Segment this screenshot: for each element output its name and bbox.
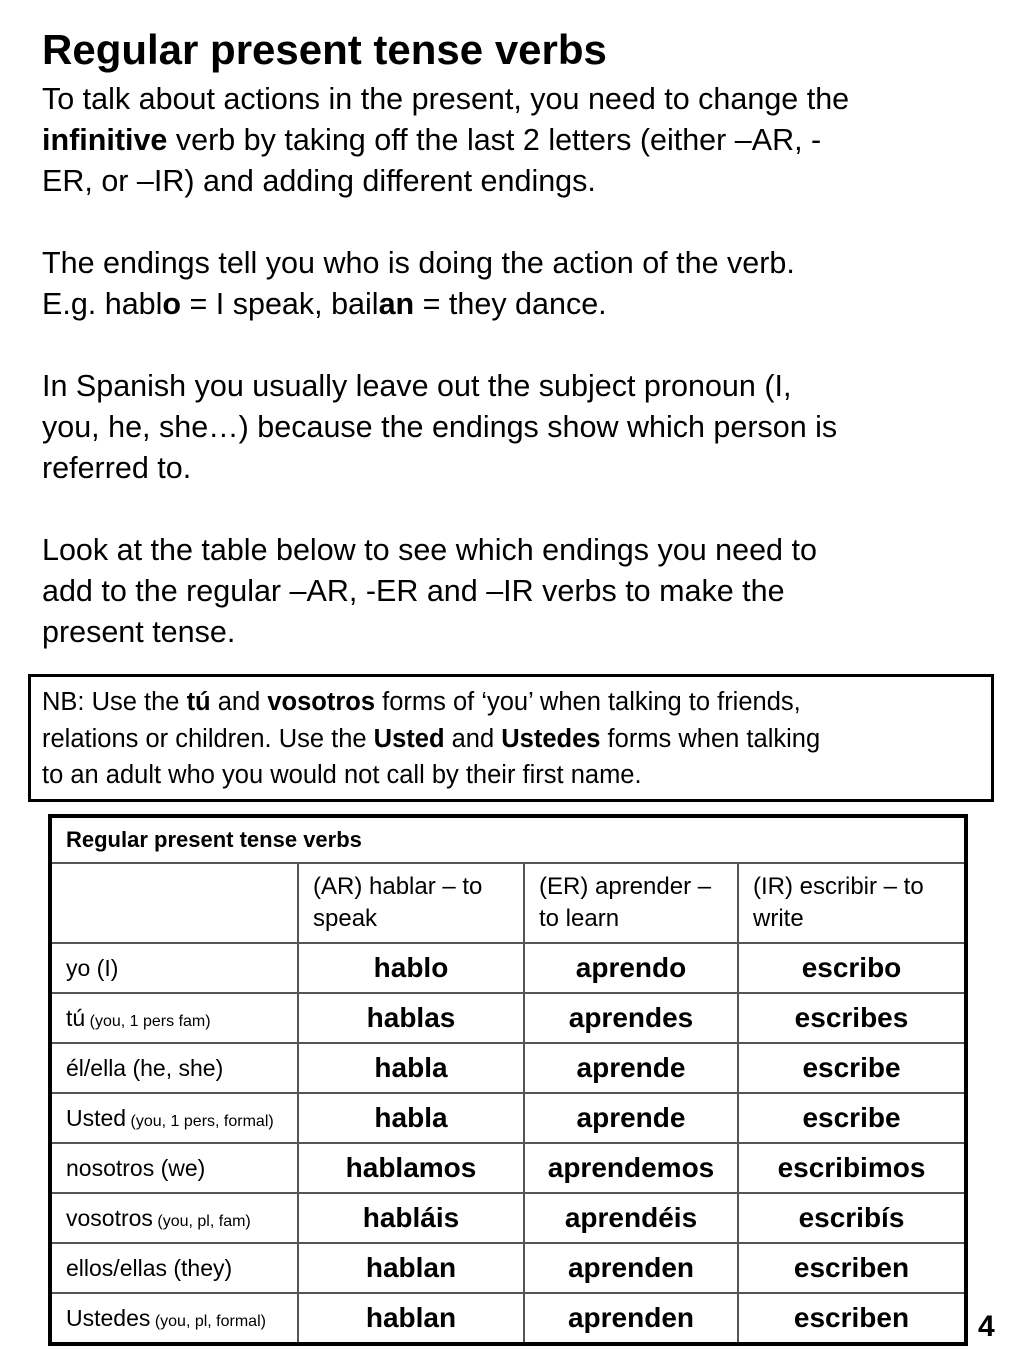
- pronoun-cell: [50, 1093, 298, 1143]
- table-row: [50, 1093, 966, 1143]
- intro-paragraph: [42, 79, 1002, 202]
- ir-form: escriben: [738, 1293, 966, 1344]
- text-run: verb by taking off the last 2 letters (either –AR, -: [167, 123, 822, 157]
- pronoun: ellos/ellas (they): [66, 1254, 233, 1281]
- text-line: add to the regular –AR, -ER and –IR verbs to make the: [42, 574, 785, 608]
- pronoun: Usted: [66, 1104, 127, 1131]
- text-run: relations or children. Use the: [42, 724, 374, 753]
- bold-term: infinitive: [42, 123, 168, 157]
- text-run: = they dance.: [414, 287, 607, 321]
- pronoun-cell: [50, 1293, 298, 1344]
- er-form: aprendemos: [524, 1143, 738, 1193]
- ar-form: hablan: [298, 1293, 524, 1344]
- pronoun: Ustedes: [66, 1304, 151, 1331]
- er-form: aprendes: [524, 993, 738, 1043]
- bold-ending: an: [378, 287, 415, 321]
- bold-term: Usted: [373, 724, 445, 753]
- table-row: [50, 1043, 966, 1093]
- er-form: aprendo: [524, 943, 738, 993]
- note-box: [28, 674, 994, 802]
- ir-form: escribe: [738, 1093, 966, 1143]
- text-run: E.g. habl: [42, 287, 163, 321]
- pronoun-paragraph: [42, 366, 1002, 489]
- column-header-er: (ER) aprender – to learn: [524, 863, 738, 943]
- ar-form: habla: [298, 1043, 524, 1093]
- ir-form: escribe: [738, 1043, 966, 1093]
- column-header-ir: (IR) escribir – to write: [738, 863, 966, 943]
- text-run: forms of ‘you’ when talking to friends,: [375, 688, 801, 716]
- er-form: aprenden: [524, 1293, 738, 1344]
- empty-corner-cell: [50, 863, 298, 943]
- ir-form: escribes: [738, 993, 966, 1043]
- pronoun: nosotros (we): [66, 1154, 206, 1181]
- text-line: to an adult who you would not call by their first name.: [42, 761, 642, 789]
- text-line: [42, 684, 820, 721]
- text-line: present tense.: [42, 615, 236, 649]
- text-run: and: [210, 688, 268, 716]
- column-header-ar: (AR) hablar – to speak: [298, 863, 524, 943]
- text-run: and: [444, 724, 502, 753]
- table-row: [50, 1143, 966, 1193]
- column-header-row: [50, 863, 966, 943]
- er-form: aprende: [524, 1093, 738, 1143]
- text-line: [42, 721, 820, 758]
- pronoun-note: (you, 1 pers, formal): [126, 1112, 274, 1130]
- page-number: 4: [978, 1310, 995, 1343]
- text-line: To talk about actions in the present, you need to change the: [42, 82, 850, 116]
- text-line: you, he, she…) because the endings show which person is: [42, 410, 838, 444]
- bold-term: vosotros: [267, 688, 376, 716]
- ar-form: hablamos: [298, 1143, 524, 1193]
- endings-paragraph: [42, 243, 1002, 325]
- table-header-row: [50, 816, 966, 863]
- text-line: The endings tell you who is doing the action of the verb.: [42, 246, 795, 280]
- ar-form: hablas: [298, 993, 524, 1043]
- bold-term: Ustedes: [501, 724, 601, 753]
- bold-ending: o: [162, 287, 182, 321]
- text-line: In Spanish you usually leave out the subject pronoun (I,: [42, 369, 792, 403]
- table-title: Regular present tense verbs: [50, 816, 966, 863]
- pronoun-cell: [50, 1143, 298, 1193]
- ir-form: escriben: [738, 1243, 966, 1293]
- table-row: [50, 1293, 966, 1344]
- pronoun-note: (you, pl, fam): [152, 1212, 251, 1230]
- text-line: ER, or –IR) and adding different endings.: [42, 164, 596, 198]
- pronoun-cell: [50, 1043, 298, 1093]
- ar-form: hablan: [298, 1243, 524, 1293]
- ir-form: escribimos: [738, 1143, 966, 1193]
- text-run: = I speak, bail: [181, 287, 379, 321]
- table-row: [50, 1193, 966, 1243]
- pronoun-note: (you, 1 pers fam): [85, 1012, 211, 1030]
- ar-form: habla: [298, 1093, 524, 1143]
- pronoun-cell: [50, 1193, 298, 1243]
- pronoun-cell: [50, 1243, 298, 1293]
- ar-form: habláis: [298, 1193, 524, 1243]
- pronoun-cell: [50, 943, 298, 993]
- note-text: [42, 684, 820, 794]
- page-title: Regular present tense verbs: [42, 26, 607, 73]
- table-row: [50, 1243, 966, 1293]
- bold-term: tú: [186, 688, 211, 716]
- ir-form: escribís: [738, 1193, 966, 1243]
- pronoun: tú: [66, 1004, 86, 1031]
- table-intro-paragraph: [42, 530, 1002, 653]
- table-row: [50, 943, 966, 993]
- text-line: referred to.: [42, 451, 192, 485]
- text-line: Look at the table below to see which endings you need to: [42, 533, 817, 567]
- pronoun: yo (I): [66, 954, 119, 981]
- text-run: forms when talking: [600, 724, 821, 753]
- pronoun: vosotros: [66, 1204, 153, 1231]
- conjugation-table: [48, 814, 968, 1346]
- er-form: aprenden: [524, 1243, 738, 1293]
- ir-form: escribo: [738, 943, 966, 993]
- pronoun: él/ella (he, she): [66, 1054, 224, 1081]
- er-form: aprendéis: [524, 1193, 738, 1243]
- pronoun-cell: [50, 993, 298, 1043]
- text-run: NB: Use the: [42, 688, 187, 716]
- er-form: aprende: [524, 1043, 738, 1093]
- text-line: [42, 120, 1002, 161]
- ar-form: hablo: [298, 943, 524, 993]
- text-line: [42, 284, 1002, 325]
- pronoun-note: (you, pl, formal): [150, 1312, 266, 1330]
- table-row: [50, 993, 966, 1043]
